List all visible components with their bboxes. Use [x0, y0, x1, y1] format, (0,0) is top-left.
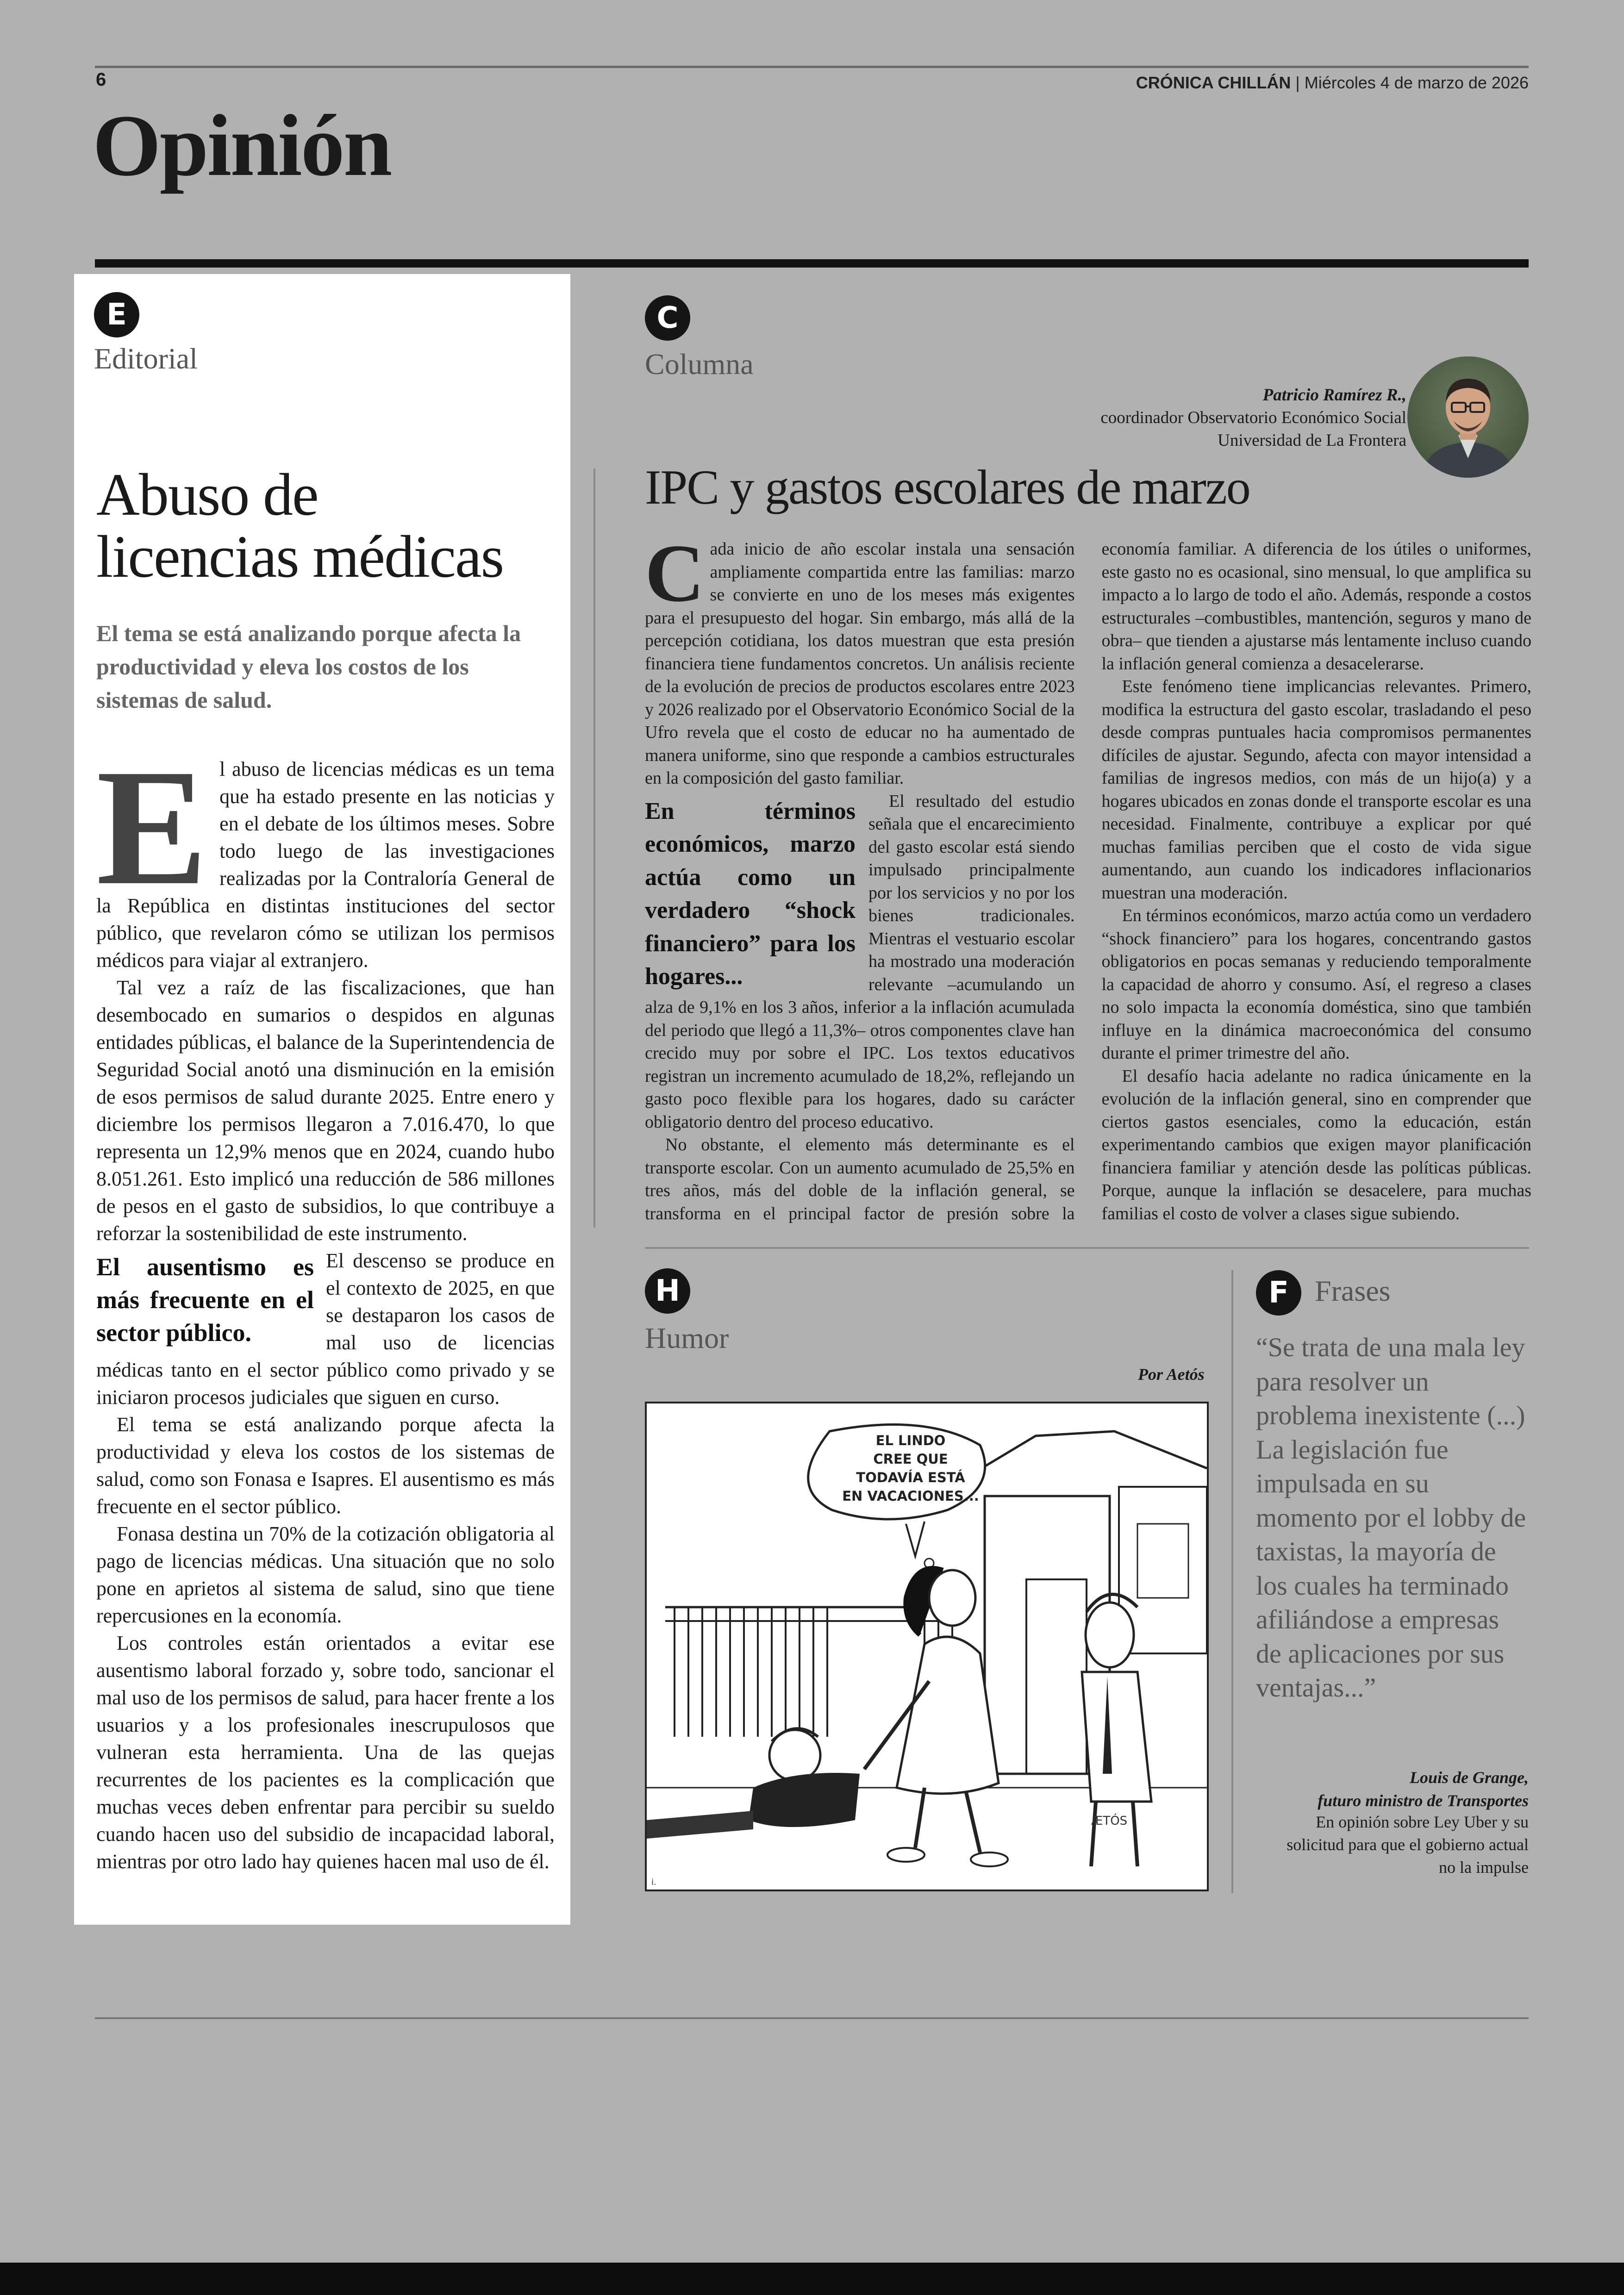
cartoon-credit: Por Aetós — [1138, 1365, 1205, 1384]
frases-author-name: Louis de Grange, — [1409, 1768, 1529, 1787]
balloon-line: EN VACACIONES... — [842, 1488, 979, 1504]
columna-badge: C — [645, 295, 690, 341]
publication-name: CRÓNICA CHILLÁN — [1136, 73, 1291, 92]
author-avatar — [1407, 356, 1529, 478]
editorial-paragraph: El tema se está analizando porque afecta la productividad y eleva los costos de los sistemas de salud, como son Fonasa e Isapres. El ausentismo es más frecuente en el sector público. — [96, 1413, 555, 1518]
editorial-badge: E — [94, 292, 139, 337]
editorial-paragraph: Tal vez a raíz de las fiscalizaciones, que han desembocado en sumarios o despidos en algunas entidades públicas, el balance de la Superintendencia de Seguridad Social anotó una disminución en la emisión de esos permisos de salud durante 2025. Entre enero y diciembre los permisos llegaron a 7.016.470, lo que representa un 12,9% menos que en 2024, cuando hubo 8.051.261. Esto implicó una reducción de 586 millones de pesos en el gasto de subsidios, lo que contribuye a reforzar la sostenibilidad de este instrumento. — [96, 976, 555, 1245]
humor-kicker: Humor — [645, 1322, 729, 1354]
columna-dropcap: C — [645, 527, 705, 619]
editorial-body — [96, 735, 555, 1875]
cartoon — [645, 1402, 1209, 1891]
editorial-dropcap: E — [96, 735, 208, 919]
columna-title: IPC y gastos escolares de marzo — [645, 460, 1250, 514]
frases-author-role: futuro ministro de Transportes — [1318, 1791, 1529, 1810]
svg-text:i.: i. — [651, 1877, 656, 1887]
frases-author — [1318, 1766, 1529, 1812]
page-number: 6 — [96, 69, 106, 90]
frases-badge: F — [1256, 1270, 1301, 1316]
humor-badge: H — [645, 1268, 690, 1314]
section-title: Opinión — [93, 97, 391, 194]
editorial-title-line-2: licencias médicas — [96, 524, 504, 590]
columna-pullquote: En términos económicos, marzo actúa como un verdadero “shock financiero” para los hogares... — [645, 798, 856, 990]
columna-paragraph: ada inicio de año escolar instala una sensación ampliamente compartida entre las familias: marzo se convierte en uno de los meses más exigentes para el presupuesto del hogar. Sin embargo, más allá de la percepción cotidiana, los datos muestran que esta presión financiera tiene fundamentos concretos. Un análisis reciente de la evolución de precios de productos escolares entre 2023 y 2026 realizado por el Observatorio Económico Social de la Ufro revela que el costo de educar no ha aumentado de manera uniforme, sino que responde a cambios estructurales en la composición del gasto familiar. — [645, 539, 1075, 788]
publication-line — [1136, 73, 1529, 93]
cartoon-speech-balloon — [841, 1431, 980, 1505]
footer-bar — [0, 2263, 1624, 2295]
columna-body — [645, 527, 1531, 1230]
editorial-paragraph: l abuso de licencias médicas es un tema que ha estado presente en las noticias y en el debate de los últimos meses. Sobre todo luego de las investigaciones realizadas por la Contraloría General de la República en distintas instituciones del sector público, que revelaron cómo se utilizan los permisos médicos para viajar al extranjero. — [96, 758, 555, 972]
svg-text:ÆTÓS: ÆTÓS — [1091, 1814, 1128, 1828]
balloon-line: EL LINDO — [875, 1433, 946, 1448]
author-role: coordinador Observatorio Económico Social Universidad de La Frontera — [1100, 408, 1406, 450]
columna-paragraph: En términos económicos, marzo actúa como un verdadero “shock financiero” para los hogares, concentrando gastos obligatorios en pocas semanas y reduciendo temporalmente la capacidad de ahorro y consumo. Así, el regreso a clases no solo impacta la economía doméstica, sino que también influye en la dinámica macroeconómica del consumo durante el primer trimestre del año. — [1101, 906, 1531, 1063]
editorial-panel — [74, 274, 570, 1925]
editorial-kicker: Editorial — [94, 342, 198, 375]
editorial-paragraph: Fonasa destina un 70% de la cotización obligatoria al pago de licencias médicas. Una situación que no solo pone en aprietos al sistema de salud, sino que tiene repercusiones en la economía. — [96, 1522, 555, 1627]
columna-kicker: Columna — [645, 348, 754, 380]
editorial-paragraph: El descenso se produce en el contexto de 2025, en que se destaparon los casos de mal uso de licencias médicas tanto en el sector público como privado y se iniciaron procesos judiciales que siguen en curso. — [96, 1249, 555, 1409]
frases-kicker: Frases — [1315, 1274, 1391, 1307]
columna-paragraph: Este fenómeno tiene implicancias relevantes. Primero, modifica la estructura del gasto escolar, trasladando el peso desde compras puntuales hacia compromisos permanentes difíciles de ajustar. Segundo, afecta con mayor intensidad a familias de ingresos medios, con más de un hijo(a) y a hogares ubicados en zonas donde el transporte escolar es una necesidad. Finalmente, contribuye a explicar por qué muchas familias perciben que el costo de vida sigue aumentando, aun cuando los indicadores inflacionarios muestran una moderación. — [1101, 677, 1531, 903]
editorial-lead: El tema se está analizando porque afecta la productividad y eleva los costos de los sistemas de salud. — [96, 620, 521, 713]
footer-rule — [95, 2017, 1529, 2019]
column-separator — [593, 468, 595, 1228]
editorial-title — [96, 461, 559, 590]
balloon-line: TODAVÍA ESTÁ — [856, 1470, 965, 1485]
section-separator — [645, 1247, 1529, 1249]
editorial-paragraph: Los controles están orientados a evitar ese ausentismo laboral forzado y, sobre todo, sancionar el mal uso de los permisos de salud, para hacer frente a los usuarios y a los profesionales inescrupulosos que vulneran esta herramienta. Una de las quejas recurrentes de los pacientes es la complicación que muchas veces deben enfrentar para percibir su sueldo cuando hacen uso del subsidio de incapacidad laboral, mientras por otro lado hay quienes hacen mal uso de él. — [96, 1632, 555, 1873]
author-name: Patricio Ramírez R., — [1262, 386, 1406, 405]
section-rule — [95, 259, 1529, 268]
columna-paragraph: No obstante, el elemento más determinante es el transporte escolar. Con un aumento acumulado de 25,5% en tres años, más del doble de la inflación general, se transforma en el principal factor de presión sobre la economía familiar. A diferencia de los útiles o uniformes, este gasto no es ocasional, sino mensual, lo que amplifica su impacto a lo largo de todo el año. Además, responde a costos estructurales –combustibles, mantención, seguros y mano de obra– que tienden a ajustarse más lentamente incluso cuando la inflación general comienza a desacelerarse. — [645, 539, 1531, 1223]
columna-paragraph: El desafío hacia adelante no radica únicamente en la evolución de la inflación general, sino en comprender que ciertos gastos esenciales, como la educación, están experimentando cambios que exigen mayor planificación financiera familiar y atención desde las políticas públicas. Porque, aunque la inflación se desacelere, para muchas familias el costo de volver a clases sigue subiendo. — [1101, 1066, 1531, 1223]
column-separator — [1231, 1270, 1233, 1893]
frases-context: En opinión sobre Ley Uber y su solicitud para que el gobierno actual no la impulse — [1287, 1813, 1529, 1877]
editorial-pullquote: El ausentismo es más frecuente en el sector público. — [96, 1253, 314, 1347]
balloon-line: CREE QUE — [873, 1451, 948, 1467]
editorial-title-line-1: Abuso de — [96, 461, 318, 528]
columna-paragraph: El resultado del estudio señala que el encarecimiento del gasto escolar está siendo impulsado principalmente por los servicios y no por los bienes tradicionales. Mientras el vestuario escolar ha mostrado una moderación relevante –acumulando un alza de 9,1% en los 3 años, inferior a la inflación acumulada del periodo que llegó a 11,3%– otros componentes clave han crecido muy por sobre el IPC. Los textos educativos registran un incremento acumulado de 18,2%, reflejando un gasto poco flexible para los hogares, dado su carácter obligatorio dentro del proceso educativo. — [645, 791, 1075, 1132]
author-photo-icon — [1407, 356, 1529, 478]
header-rule — [95, 66, 1529, 68]
frases-quote: “Se trata de una mala ley para resolver un problema inexistente (...) La legislación fue impulsada en su momento por el lobby de taxistas, la mayoría de los cuales ha terminado afiliándose a empresas de aplicaciones por sus ventajas...” — [1256, 1332, 1526, 1703]
publication-date: | Miércoles 4 de marzo de 2026 — [1295, 73, 1529, 92]
